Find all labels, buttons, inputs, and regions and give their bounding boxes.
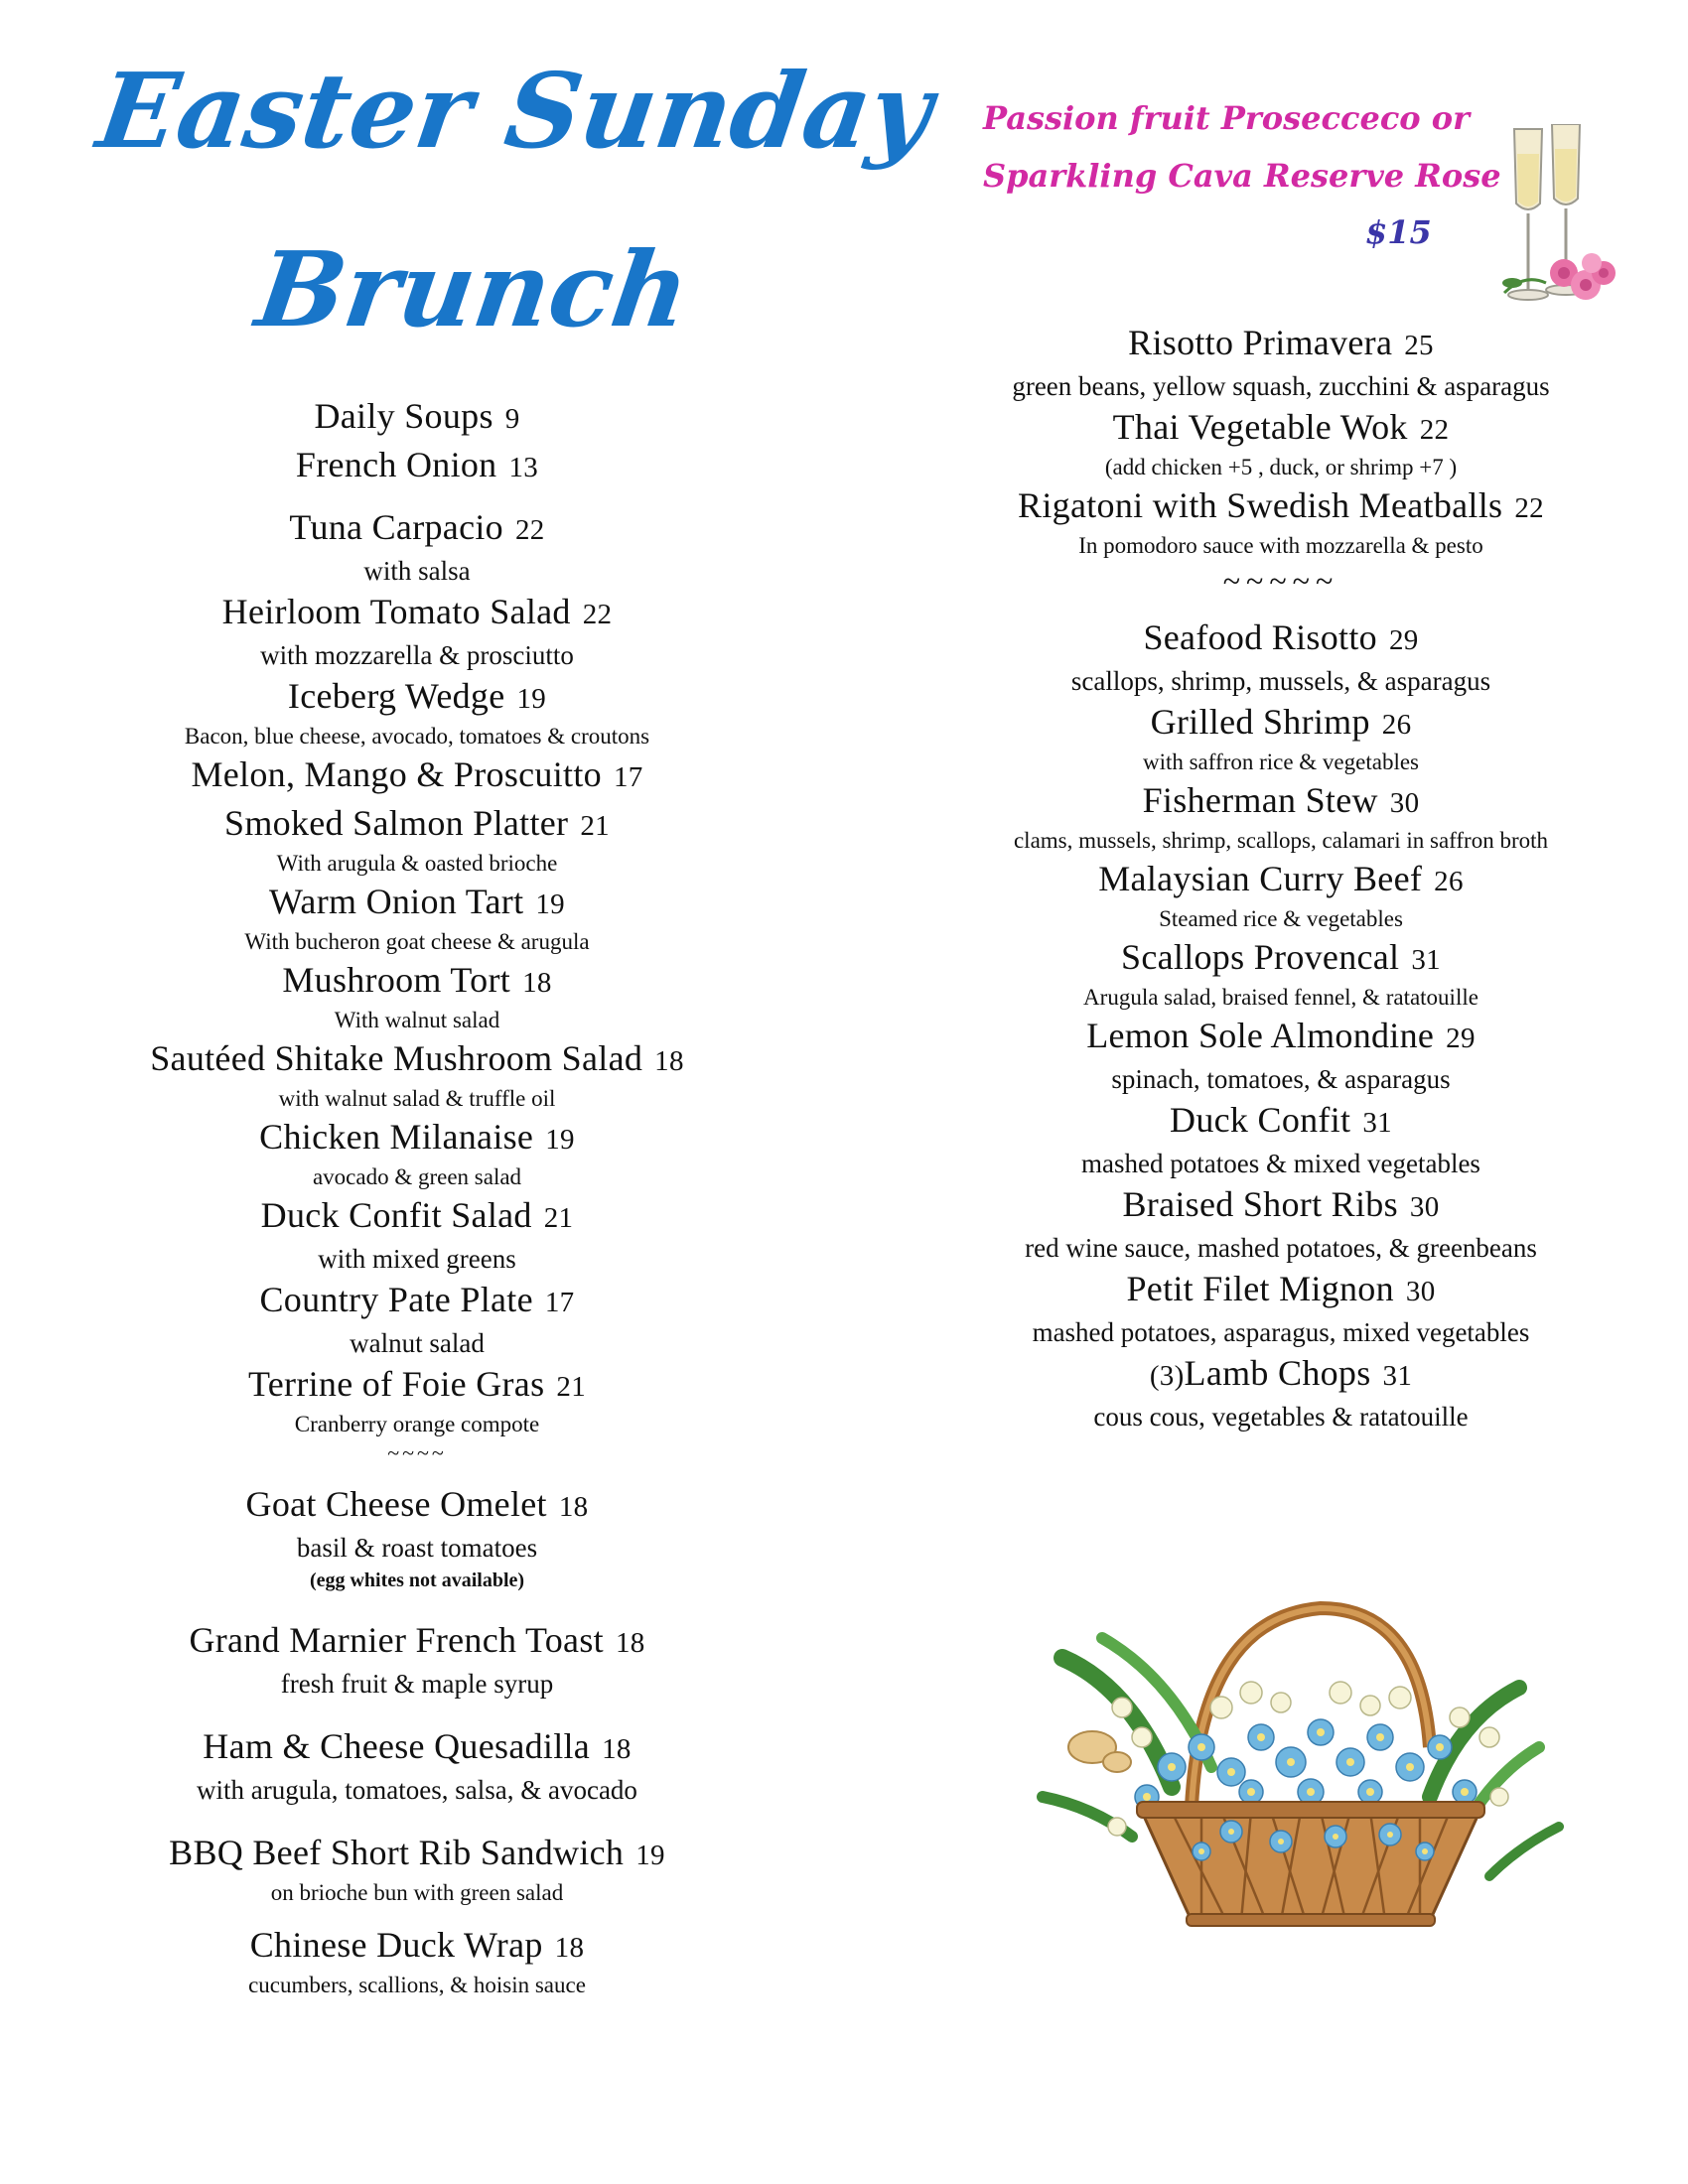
menu-item-price: 21 (556, 1371, 586, 1403)
menu-item (79, 879, 755, 957)
menu-item-price: 22 (582, 599, 613, 630)
promo-line-2: Sparkling Cava Reserve Rose (983, 157, 1501, 195)
section-divider: ~~~~ (387, 1440, 447, 1465)
menu-item-name: BBQ Beef Short Rib Sandwich (169, 1833, 625, 1872)
menu-item (894, 934, 1668, 1013)
menu-item (79, 751, 755, 800)
section-divider: ~~~~~ (1222, 563, 1339, 599)
menu-item-description: With arugula & oasted brioche (276, 851, 558, 876)
menu-item-name: Lemon Sole Almondine (1086, 1016, 1435, 1055)
menu-item-description: with mozzarella & prosciutto (260, 640, 574, 670)
menu-item-name-line (894, 404, 1668, 453)
menu-item-name: Lamb Chops (1184, 1353, 1371, 1393)
menu-item-price: 30 (1409, 1191, 1440, 1223)
menu-item-name: Risotto Primavera (1128, 323, 1393, 362)
menu-item-name: Duck Confit Salad (260, 1195, 532, 1235)
menu-item-name-line (894, 320, 1668, 368)
menu-item-name: Grand Marnier French Toast (189, 1620, 604, 1660)
promo-price: $15 (1365, 213, 1432, 251)
menu-item-name: French Onion (295, 445, 497, 484)
menu-item-description: red wine sauce, mashed potatoes, & greenbeans (1025, 1233, 1537, 1263)
menu-item-description: mashed potatoes & mixed vegetables (1081, 1149, 1480, 1178)
menu-item-name-line (79, 504, 755, 553)
menu-item (894, 1266, 1668, 1350)
menu-item-name-line (79, 1922, 755, 1971)
menu-item-description: mashed potatoes, asparagus, mixed vegetables (1032, 1317, 1530, 1347)
menu-item-description: clams, mussels, shrimp, scallops, calamari in saffron broth (1013, 828, 1549, 853)
menu-item-description: with walnut salad & truffle oil (278, 1086, 556, 1111)
menu-item (894, 1350, 1668, 1434)
menu-item (79, 393, 755, 442)
menu-item-price: 19 (535, 888, 565, 920)
menu-item-description: Cranberry orange compote (294, 1412, 540, 1436)
menu-item-price: 29 (1446, 1023, 1476, 1054)
menu-item-description: avocado & green salad (312, 1164, 522, 1189)
menu-item-name: Terrine of Foie Gras (248, 1364, 545, 1404)
menu-item (79, 1035, 755, 1114)
menu-item-name-line (79, 1723, 755, 1772)
menu-item-name: Melon, Mango & Proscuitto (191, 754, 602, 794)
menu-item-price: 19 (635, 1840, 665, 1871)
menu-item-description: with salsa (363, 556, 471, 586)
menu-item (79, 1192, 755, 1277)
menu-item-name: Grilled Shrimp (1150, 702, 1370, 742)
menu-item-price: 31 (1411, 944, 1441, 976)
menu-item-description: with arugula, tomatoes, salsa, & avocado (197, 1775, 637, 1805)
menu-item-name: Warm Onion Tart (269, 882, 524, 921)
menu-item-price: 13 (508, 452, 539, 483)
menu-item-name-line (79, 1830, 755, 1878)
menu-item (79, 1922, 755, 2000)
menu-item-name: Ham & Cheese Quesadilla (203, 1726, 591, 1766)
menu-item-name-line (79, 879, 755, 927)
menu-item-description: With bucheron goat cheese & arugula (244, 929, 590, 954)
menu-item-description: green beans, yellow squash, zucchini & asparagus (1012, 371, 1550, 401)
menu-item (894, 614, 1668, 699)
menu-subtitle: Brunch (249, 228, 697, 350)
menu-item (79, 673, 755, 751)
menu-item (79, 1481, 755, 1595)
menu-item-price: 25 (1404, 330, 1434, 361)
right-menu-column (894, 320, 1668, 1434)
menu-item-description: In pomodoro sauce with mozzarella & pesto (1078, 533, 1483, 558)
menu-item-price: 22 (1419, 414, 1450, 446)
menu-item (894, 320, 1668, 404)
menu-item-name-line (79, 1035, 755, 1084)
menu-item-name-line (894, 1266, 1668, 1314)
menu-item-name-line (894, 614, 1668, 663)
menu-item-name: Smoked Salmon Platter (224, 803, 569, 843)
menu-item-name: Braised Short Ribs (1122, 1184, 1398, 1224)
menu-item-description: with mixed greens (318, 1244, 516, 1274)
menu-item-name: Tuna Carpacio (289, 507, 503, 547)
menu-item-quantity: (3) (1149, 1360, 1185, 1392)
menu-item (79, 442, 755, 490)
menu-title: Easter Sunday (90, 50, 939, 172)
menu-item-name: Petit Filet Mignon (1126, 1269, 1394, 1308)
menu-item-name: Seafood Risotto (1143, 617, 1377, 657)
menu-item (894, 856, 1668, 934)
menu-item-name-line (894, 699, 1668, 748)
menu-item-price: 22 (1514, 492, 1544, 524)
flower-basket-icon (1023, 1598, 1579, 1936)
champagne-glasses-icon (1494, 124, 1623, 323)
menu-item-name-line (79, 393, 755, 442)
menu-item-name: Fisherman Stew (1142, 780, 1378, 820)
menu-item-description: basil & roast tomatoes (296, 1533, 538, 1563)
menu-item-name: Chicken Milanaise (259, 1117, 534, 1157)
menu-item-name: Iceberg Wedge (287, 676, 505, 716)
menu-item-name: Duck Confit (1170, 1100, 1351, 1140)
menu-item-description: cous cous, vegetables & ratatouille (1093, 1402, 1469, 1432)
menu-item (79, 1277, 755, 1361)
menu-item (894, 1013, 1668, 1097)
menu-item-name: Thai Vegetable Wok (1112, 407, 1408, 447)
menu-item-name: Heirloom Tomato Salad (221, 592, 571, 631)
menu-item-name-line (79, 1361, 755, 1410)
menu-item-description: on brioche bun with green salad (270, 1880, 564, 1905)
menu-item-price: 21 (543, 1202, 574, 1234)
menu-item-price: 29 (1388, 624, 1419, 656)
menu-item-name: Mushroom Tort (282, 960, 511, 1000)
menu-item-price: 17 (544, 1287, 575, 1318)
menu-item-name: Sautéed Shitake Mushroom Salad (150, 1038, 643, 1078)
menu-item-name-line (894, 856, 1668, 904)
menu-item-name: Country Pate Plate (259, 1280, 533, 1319)
menu-item-name-line (79, 957, 755, 1006)
menu-item-name-line (79, 800, 755, 849)
menu-item-name-line (79, 442, 755, 490)
menu-item-name: Scallops Provencal (1121, 937, 1400, 977)
menu-item-price: 19 (516, 683, 547, 715)
menu-item (79, 1617, 755, 1702)
menu-item (79, 1830, 755, 1908)
menu-item-name-line (894, 482, 1668, 531)
menu-item-price: 19 (545, 1124, 575, 1156)
menu-item-description: (add chicken +5 , duck, or shrimp +7 ) (1104, 455, 1458, 479)
menu-item-name: Goat Cheese Omelet (245, 1484, 547, 1524)
menu-item-note: (egg whites not available) (309, 1570, 525, 1591)
menu-item-name: Rigatoni with Swedish Meatballs (1018, 485, 1503, 525)
menu-item-name-line (894, 934, 1668, 983)
menu-item-name-line (79, 1617, 755, 1666)
menu-item-price: 30 (1389, 787, 1420, 819)
menu-item (894, 404, 1668, 482)
menu-item-price: 17 (613, 761, 643, 793)
menu-item-price: 18 (558, 1491, 589, 1523)
menu-item-price: 26 (1381, 709, 1412, 741)
menu-item-description: with saffron rice & vegetables (1142, 750, 1420, 774)
menu-item-description: Arugula salad, braised fennel, & ratatouille (1083, 985, 1478, 1010)
menu-item-price: 18 (602, 1733, 632, 1765)
menu-item-price: 26 (1434, 866, 1464, 897)
menu-item-price: 30 (1405, 1276, 1436, 1307)
menu-item-name-line (894, 1181, 1668, 1230)
menu-item-name-line (79, 1192, 755, 1241)
menu-item (894, 482, 1668, 561)
menu-item-price: 18 (654, 1045, 684, 1077)
menu-item-description: cucumbers, scallions, & hoisin sauce (248, 1973, 586, 1997)
menu-item-name-line (79, 751, 755, 800)
menu-item (894, 1181, 1668, 1266)
menu-item-description: Steamed rice & vegetables (1159, 906, 1403, 931)
menu-item-description: walnut salad (350, 1328, 485, 1358)
menu-item-price: 31 (1382, 1360, 1413, 1392)
menu-item (79, 504, 755, 589)
menu-item (79, 1723, 755, 1808)
promo-line-1: Passion fruit Prosecceco or (983, 99, 1470, 137)
menu-item-name-line (79, 1481, 755, 1530)
menu-item-description: With walnut salad (334, 1008, 500, 1032)
menu-item-price: 31 (1362, 1107, 1392, 1139)
menu-item-name: Chinese Duck Wrap (249, 1925, 543, 1965)
menu-item-price: 18 (522, 967, 552, 999)
menu-item-description: fresh fruit & maple syrup (280, 1669, 554, 1699)
menu-item (894, 699, 1668, 777)
menu-item (79, 1361, 755, 1439)
menu-item (894, 777, 1668, 856)
left-menu-column (79, 393, 755, 2000)
menu-item-name-line (894, 777, 1668, 826)
menu-item-name-line (79, 1114, 755, 1162)
menu-item-name-line (79, 673, 755, 722)
menu-item-name: Malaysian Curry Beef (1098, 859, 1423, 898)
menu-item-price: 18 (615, 1627, 645, 1659)
menu-item-price: 21 (580, 810, 610, 842)
menu-item-price: 18 (554, 1932, 585, 1964)
menu-item (79, 589, 755, 673)
menu-item-name: Daily Soups (314, 396, 493, 436)
menu-item-description: spinach, tomatoes, & asparagus (1111, 1064, 1451, 1094)
menu-item-name-line (79, 1277, 755, 1325)
menu-item (79, 800, 755, 879)
menu-item-price: 22 (514, 514, 545, 546)
menu-item-description: scallops, shrimp, mussels, & asparagus (1070, 666, 1491, 696)
menu-item (79, 957, 755, 1035)
menu-item-description: Bacon, blue cheese, avocado, tomatoes & croutons (184, 724, 650, 749)
menu-item-price: 9 (504, 403, 520, 435)
menu-item (79, 1114, 755, 1192)
menu-item-name-line (79, 589, 755, 637)
menu-item-name-line (894, 1013, 1668, 1061)
menu-item-name-line (894, 1097, 1668, 1146)
menu-item-name-line (894, 1350, 1668, 1399)
menu-item (894, 1097, 1668, 1181)
